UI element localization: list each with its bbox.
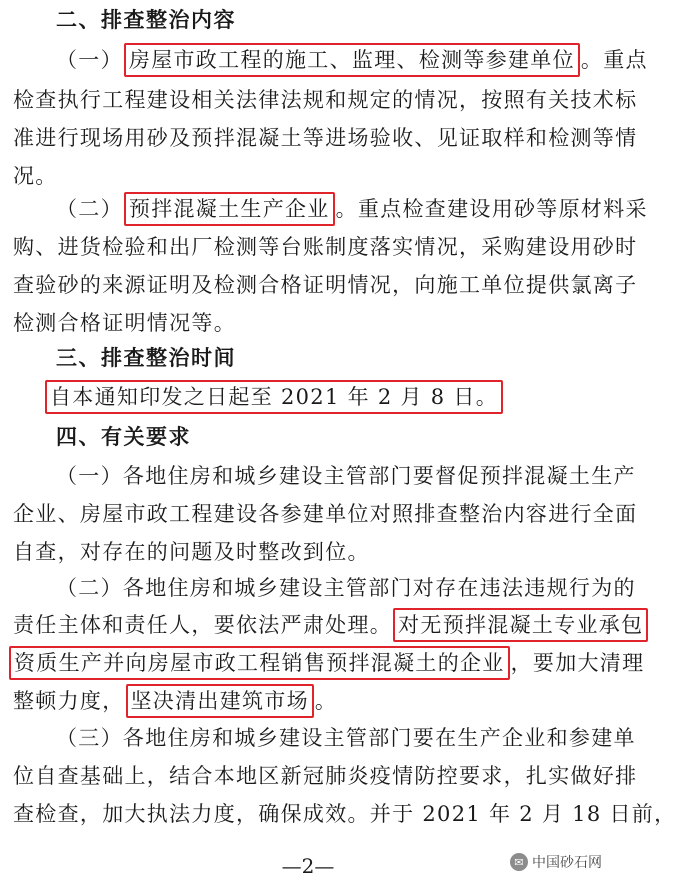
s4-p3-line2: 位自查基础上，结合本地区新冠肺炎疫情防控要求，扎实做好排 xyxy=(13,764,638,788)
s2-p2-line3: 查验砂的来源证明及检测合格证明情况，向施工单位提供氯离子 xyxy=(13,273,638,297)
wechat-icon: ✉ xyxy=(510,853,528,871)
s4-p3-line1: （三）各地住房和城乡建设主管部门要在生产企业和参建单 xyxy=(56,726,636,750)
highlight-box-unqualified-production: 对无预拌混凝土专业承包 xyxy=(393,608,648,642)
s2-p1-line1: （一） 房屋市政工程的施工、监理、检测等参建单位 。重点 xyxy=(56,42,608,78)
page-number: —2— xyxy=(281,854,335,878)
s2-p1-line4: 况。 xyxy=(13,164,58,188)
s2-p2-line1: （二） 预拌混凝土生产企业 。重点检查建设用砂等原材料采 xyxy=(56,191,608,227)
s4-p2-line2: 责任主体和责任人，要依法严肃处理。 对无预拌混凝土专业承包 xyxy=(13,607,608,643)
s4-p1-line2: 企业、房屋市政工程建设各参建单位对照排查整治内容进行全面 xyxy=(13,502,638,526)
highlight-box-construction-units: 房屋市政工程的施工、监理、检测等参建单位 xyxy=(124,43,580,77)
s4-p1-line1: （一）各地住房和城乡建设主管部门要督促预拌混凝土生产 xyxy=(56,464,636,488)
s2-p1-line3: 准进行现场用砂及预拌混凝土等进场验收、见证取样和检测等情 xyxy=(13,126,638,150)
highlight-box-clear-out-market: 坚决清出建筑市场 xyxy=(126,684,314,718)
heading-section-3: 三、排查整治时间 xyxy=(56,346,236,370)
s4-p1-line3: 自查，对存在的问题及时整改到位。 xyxy=(13,540,370,564)
watermark-text: 中国砂石网 xyxy=(532,855,602,871)
s2-p1-line2: 检查执行工程建设相关法律法规和规定的情况，按照有关技术标 xyxy=(13,88,638,112)
highlight-box-time-period: 自本通知印发之日起至 2021 年 2 月 8 日。 xyxy=(45,380,503,414)
s2-p2-line4: 检测合格证明情况等。 xyxy=(13,311,236,335)
s4-p2-line1: （二）各地住房和城乡建设主管部门对存在违法违规行为的 xyxy=(56,576,636,600)
s4-p3-line3: 查检查，加大执法力度，确保成效。并于 2021 年 2 月 18 日前， xyxy=(13,802,676,826)
heading-section-4: 四、有关要求 xyxy=(56,425,191,449)
highlight-box-selling-enterprises: 资质生产并向房屋市政工程销售预拌混凝土的企业 xyxy=(9,646,510,680)
s2-p2-line2: 购、进货检验和出厂检测等台账制度落实情况，采购建设用砂时 xyxy=(13,235,638,259)
s4-p2-line3: 资质生产并向房屋市政工程销售预拌混凝土的企业 ，要加大清理 xyxy=(8,645,608,681)
watermark xyxy=(510,852,602,872)
s3-line xyxy=(44,379,608,415)
heading-section-2: 二、排查整治内容 xyxy=(56,8,236,32)
highlight-box-concrete-enterprise: 预拌混凝土生产企业 xyxy=(124,192,335,226)
s4-p2-line4: 整顿力度， 坚决清出建筑市场 。 xyxy=(13,683,608,719)
